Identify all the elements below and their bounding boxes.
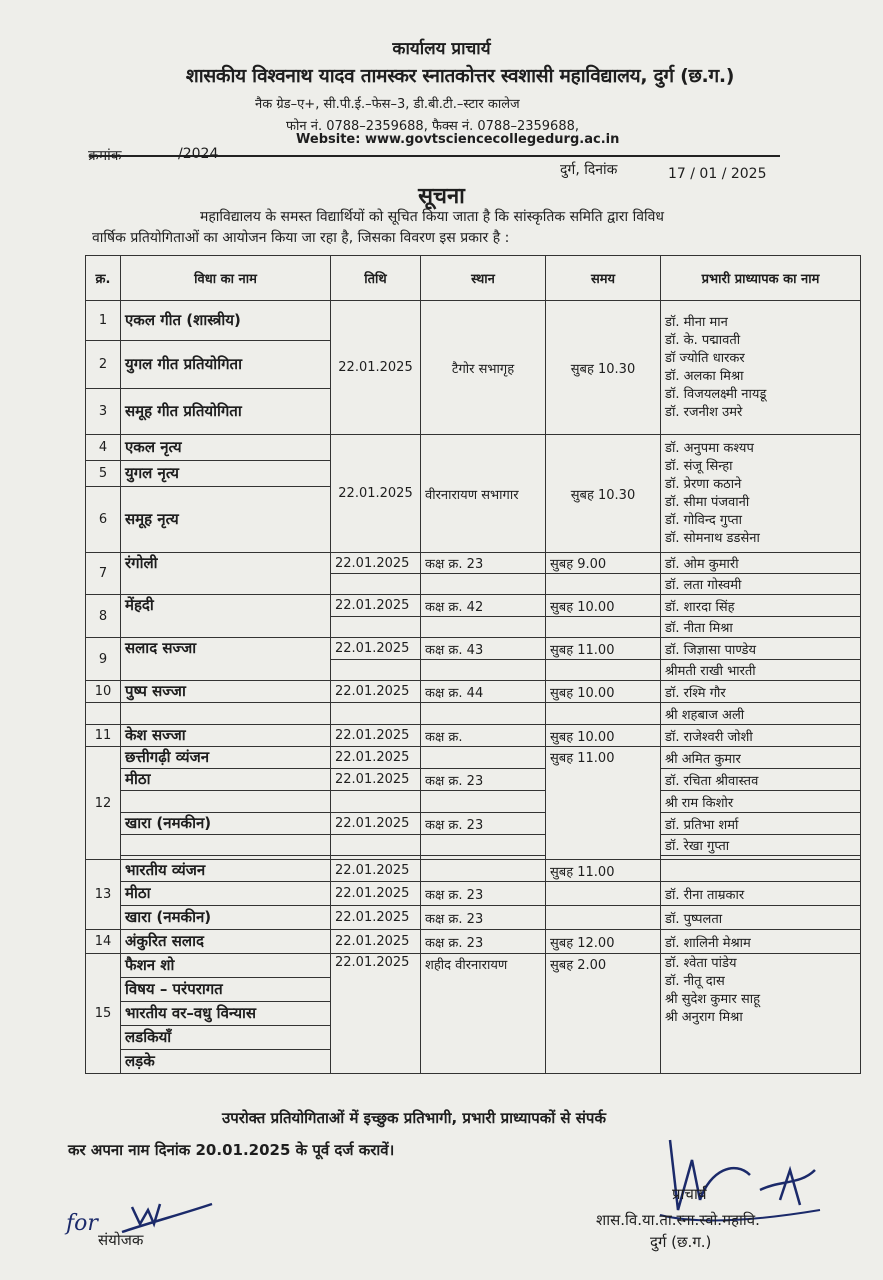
event-time: सुबह 10.30 (546, 435, 661, 553)
event-date: 22.01.2025 (331, 930, 421, 954)
serial-number: 1 (86, 301, 121, 341)
header-sn: क्र. (86, 256, 121, 301)
footer-line-2: कर अपना नाम दिनांक 20.01.2025 के पूर्व दर्ज करावें। (68, 1141, 395, 1159)
header-venue: स्थान (421, 256, 546, 301)
incharge-list (661, 954, 861, 1074)
serial-number: 12 (86, 747, 121, 860)
incharge-name: डॉ. शालिनी मेश्राम (661, 930, 861, 954)
event-date: 22.01.2025 (331, 747, 421, 769)
event-venue: कक्ष क्र. 23 (421, 930, 546, 954)
event-time: सुबह 10.00 (546, 725, 661, 747)
table-row (86, 725, 861, 747)
event-time: सुबह 10.00 (546, 681, 661, 703)
table-row (86, 769, 861, 791)
event-date: 22.01.2025 (331, 638, 421, 660)
event-date: 22.01.2025 (331, 882, 421, 906)
incharge-list (661, 435, 861, 553)
header-time: समय (546, 256, 661, 301)
event-date: 22.01.2025 (331, 681, 421, 703)
event-name: केश सज्जा (121, 725, 331, 747)
incharge-name: डॉ. सोमनाथ डडसेना (665, 530, 760, 546)
table-row (86, 553, 861, 574)
contact-line: फोन नं. 0788–2359688, फैक्स नं. 0788–2359688, (286, 119, 580, 134)
intro-line-1: महाविद्यालय के समस्त विद्यार्थियों को सूचित किया जाता है कि सांस्कृतिक समिति द्वारा विविध (200, 209, 665, 225)
event-name: समूह गीत प्रतियोगिता (121, 389, 331, 435)
event-name: एकल नृत्य (121, 435, 331, 461)
principal-title: प्राचार्य (672, 1185, 707, 1203)
event-venue: कक्ष क्र. 23 (421, 769, 546, 791)
incharge-name: डॉ ज्योति धारकर (665, 350, 745, 366)
event-time: सुबह 12.00 (546, 930, 661, 954)
event-venue: कक्ष क्र. 23 (421, 553, 546, 574)
event-date: 22.01.2025 (331, 553, 421, 574)
intro-line-2: वार्षिक प्रतियोगिताओं का आयोजन किया जा रहा है, जिसका विवरण इस प्रकार है : (92, 230, 510, 246)
incharge-name: डॉ. विजयलक्ष्मी नायडू (665, 386, 767, 402)
notice-title: सूचना (418, 184, 465, 209)
event-time: सुबह 11.00 (546, 638, 661, 660)
event-name: लडकियाँ (121, 1026, 331, 1050)
office-heading: कार्यालय प्राचार्य (392, 39, 491, 59)
table-row (86, 301, 861, 341)
event-name: विषय – परंपरागत (121, 978, 331, 1002)
event-venue: कक्ष क्र. 23 (421, 906, 546, 930)
table-row (86, 813, 861, 835)
institution-city: दुर्ग (छ.ग.) (650, 1233, 712, 1251)
serial-number: 9 (86, 638, 121, 681)
event-venue: कक्ष क्र. (421, 725, 546, 747)
event-name: रंगोली (121, 553, 331, 595)
event-venue: टैगोर सभागृह (421, 301, 546, 435)
event-date: 22.01.2025 (331, 954, 421, 1074)
coordinator-label: संयोजक (98, 1231, 144, 1249)
reference-label: क्रमांक (88, 148, 122, 164)
table-row (86, 703, 861, 725)
notice-date: 17 / 01 / 2025 (668, 166, 767, 182)
incharge-name: डॉ. लता गोस्वमी (661, 574, 861, 595)
for-handwritten: for (66, 1211, 98, 1236)
event-name: छत्तीगढ़ी व्यंजन (121, 747, 331, 769)
college-name: शासकीय विश्वनाथ यादव तामस्कर स्नातकोत्तर स्वशासी महाविद्यालय, दुर्ग (छ.ग.) (185, 65, 735, 87)
table-row (86, 435, 861, 461)
incharge-name: डॉ. रीना ताम्रकार (661, 882, 861, 906)
event-date: 22.01.2025 (331, 860, 421, 882)
event-date: 22.01.2025 (331, 769, 421, 791)
event-date: 22.01.2025 (331, 435, 421, 553)
event-name: युगल नृत्य (121, 461, 331, 487)
competition-schedule-table (85, 255, 861, 1074)
event-name: खारा (नमकीन) (121, 813, 331, 835)
incharge-name: डॉ. रचिता श्रीवास्तव (661, 769, 861, 791)
event-date: 22.01.2025 (331, 725, 421, 747)
table-row (86, 791, 861, 813)
event-venue: कक्ष क्र. 23 (421, 882, 546, 906)
incharge-name: डॉ. रजनीश उमरे (665, 404, 743, 420)
event-venue: कक्ष क्र. 43 (421, 638, 546, 660)
event-date: 22.01.2025 (331, 906, 421, 930)
event-name: भारतीय व्यंजन (121, 860, 331, 882)
event-name: लड़के (121, 1050, 331, 1074)
incharge-name: डॉ. अलका मिश्रा (665, 368, 744, 384)
header-incharge: प्रभारी प्राध्यापक का नाम (661, 256, 861, 301)
incharge-name: श्री शहबाज अली (661, 703, 861, 725)
institution-short: शास.वि.या.ता.स्ना.स्वो.महावि. (596, 1211, 760, 1229)
serial-number: 6 (86, 487, 121, 553)
table-row (86, 954, 861, 978)
incharge-name: डॉ. अनुपमा कश्यप (665, 440, 754, 456)
incharge-name: डॉ. संजू सिन्हा (665, 458, 733, 474)
serial-number: 15 (86, 954, 121, 1074)
event-name: सलाद सज्जा (121, 638, 331, 681)
event-name: अंकुरित सलाद (121, 930, 331, 954)
incharge-name: श्री अमित कुमार (661, 747, 861, 769)
table-row (86, 747, 861, 769)
event-name: भारतीय वर–वधु विन्यास (121, 1002, 331, 1026)
website-line: Website: www.govtsciencecollegedurg.ac.in (296, 132, 620, 147)
event-venue: वीरनारायण सभागार (421, 435, 546, 553)
incharge-name: डॉ. सीमा पंजवानी (665, 494, 750, 510)
event-date: 22.01.2025 (331, 301, 421, 435)
incharge-name: श्री अनुराग मिश्रा (665, 1010, 743, 1025)
serial-number: 8 (86, 595, 121, 638)
event-venue: कक्ष क्र. 23 (421, 813, 546, 835)
event-time: सुबह 10.00 (546, 595, 661, 617)
event-date: 22.01.2025 (331, 595, 421, 617)
table-header-row (86, 256, 861, 301)
table-row (86, 882, 861, 906)
serial-number: 2 (86, 341, 121, 389)
incharge-name: डॉ. ओम कुमारी (661, 553, 861, 574)
incharge-name: डॉ. शारदा सिंह (661, 595, 861, 617)
table-row (86, 860, 861, 882)
event-name: मीठा (121, 769, 331, 791)
incharge-name: डॉ. रश्मि गौर (661, 681, 861, 703)
event-time: सुबह 9.00 (546, 553, 661, 574)
incharge-name: डॉ. श्वेता पांडेय (665, 956, 737, 971)
table-row (86, 930, 861, 954)
table-row (86, 638, 861, 660)
event-time: सुबह 10.30 (546, 301, 661, 435)
serial-number: 11 (86, 725, 121, 747)
event-venue: कक्ष क्र. 42 (421, 595, 546, 617)
event-name: समूह नृत्य (121, 487, 331, 553)
incharge-name: डॉ. मीना मान (665, 314, 728, 330)
incharge-name: डॉ. प्रेरणा कठाने (665, 476, 742, 492)
event-name: फैशन शो (121, 954, 331, 978)
event-time: सुबह 2.00 (546, 954, 661, 1074)
serial-number: 3 (86, 389, 121, 435)
incharge-list (661, 301, 861, 435)
incharge-name: श्री सुदेश कुमार साहू (665, 992, 760, 1007)
place-date-label: दुर्ग, दिनांक (560, 162, 618, 178)
serial-number: 14 (86, 930, 121, 954)
incharge-name: डॉ. नीता मिश्रा (661, 617, 861, 638)
serial-number: 13 (86, 860, 121, 930)
event-time: सुबह 11.00 (546, 860, 661, 882)
event-name: एकल गीत (शास्त्रीय) (121, 301, 331, 341)
table-row (86, 906, 861, 930)
incharge-name: श्री राम किशोर (661, 791, 861, 813)
incharge-name: डॉ. रेखा गुप्ता (661, 835, 861, 856)
accreditation-line: नैक ग्रेड–ए+, सी.पी.ई.–फेस–3, डी.बी.टी.–स्टार कालेज (255, 97, 520, 112)
table-row (86, 681, 861, 703)
footer-line-1: उपरोक्त प्रतियोगिताओं में इच्छुक प्रतिभागी, प्रभारी प्राध्यापकों से संपर्क (222, 1109, 606, 1127)
event-name: पुष्प सज्जा (121, 681, 331, 703)
incharge-name: डॉ. गोविन्द गुप्ता (665, 512, 743, 528)
incharge-name: डॉ. राजेश्वरी जोशी (661, 725, 861, 747)
event-name: मीठा (121, 882, 331, 906)
header-event: विधा का नाम (121, 256, 331, 301)
serial-number: 4 (86, 435, 121, 461)
serial-number: 7 (86, 553, 121, 595)
serial-number: 5 (86, 461, 121, 487)
event-date: 22.01.2025 (331, 813, 421, 835)
incharge-name: डॉ. पुष्पलता (661, 906, 861, 930)
header-date: तिथि (331, 256, 421, 301)
event-venue: शहीद वीरनारायण (421, 954, 546, 1074)
incharge-name: डॉ. नीतू दास (665, 974, 725, 989)
table-row (86, 835, 861, 856)
incharge-name: डॉ. जिज्ञासा पाण्डेय (661, 638, 861, 660)
serial-number: 10 (86, 681, 121, 703)
incharge-name: डॉ. के. पद्मावती (665, 332, 741, 348)
event-name: मेंहदी (121, 595, 331, 638)
incharge-name: डॉ. प्रतिभा शर्मा (661, 813, 861, 835)
event-name: युगल गीत प्रतियोगिता (121, 341, 331, 389)
reference-number: /2024 (178, 146, 219, 162)
table-row (86, 595, 861, 617)
event-venue: कक्ष क्र. 44 (421, 681, 546, 703)
event-name: खारा (नमकीन) (121, 906, 331, 930)
event-time: सुबह 11.00 (546, 747, 661, 860)
incharge-name: श्रीमती राखी भारती (661, 660, 861, 681)
